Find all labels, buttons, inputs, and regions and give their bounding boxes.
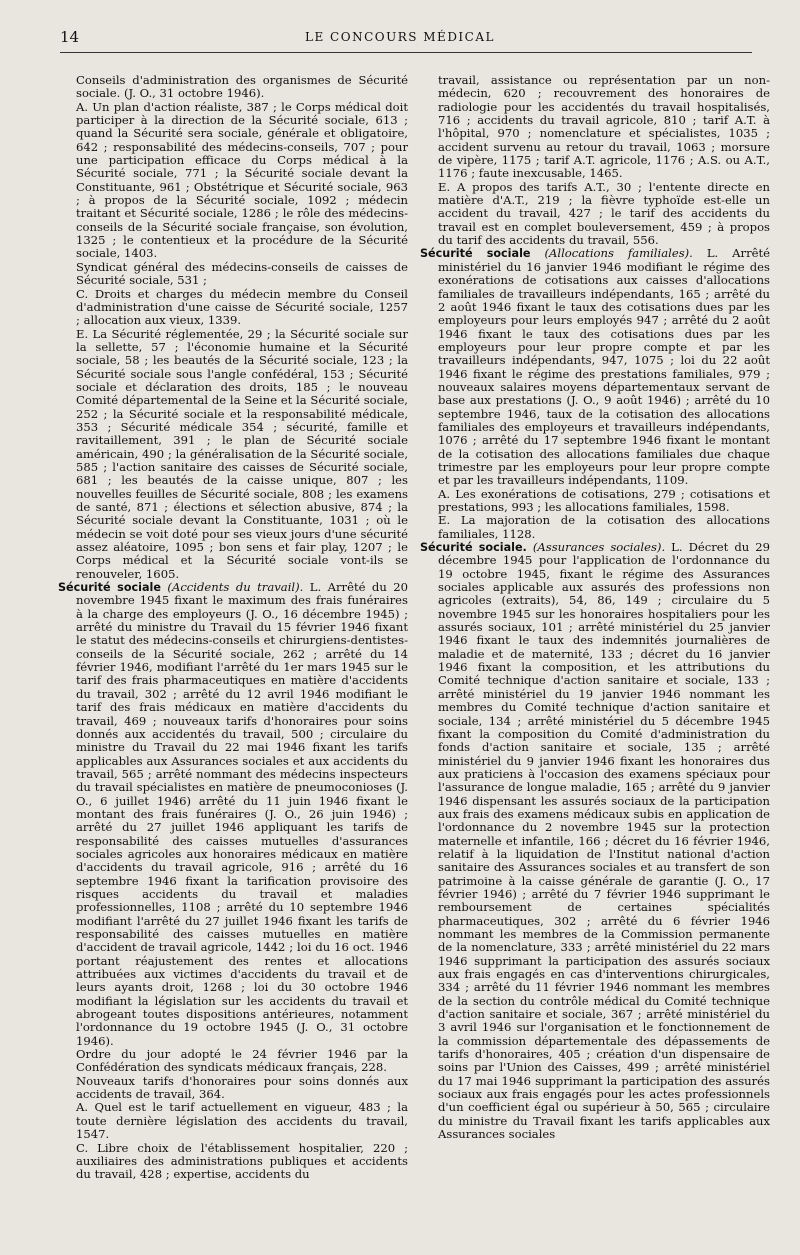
- running-head: [0, 28, 800, 50]
- index-columns: [0, 74, 800, 1249]
- journal-title: LE CONCOURS MÉDICAL: [305, 30, 495, 44]
- index-heading-entry: [420, 541, 770, 1141]
- page-number: 14: [60, 28, 80, 46]
- section-body: L. Arrêté du 20 novembre 1945 fixant le maximum des frais funéraires à la charge des employeurs (J. O., 16 décembre 1945) ; arrêté du ministre du Travail du 15 février 1946 fixant le statut des médecins-conseils et chirurgiens-dentistes-conseils de la Sécurité sociale, 262 ; arrêté du 14 février 1946, modifiant l'arrêté du 1er mars 1945 sur le tarif des frais pharmaceutiques en matière d'accidents du travail, 302 ; arrêté du 12 avril 1946 modifiant le tarif des frais médicaux en matière d'accidents du travail, 469 ; nouveaux tarifs d'honoraires pour soins donnés aux accidentés du travail, 500 ; circulaire du ministre du Travail du 22 mai 1946 fixant les tarifs applicables aux Assurances sociales et aux accidents du travail, 565 ; arrêté nommant des médecins inspecteurs du travail spécialistes en matière de pneumoconioses (J. O., 6 juillet 1946) arrêté du 11 juin 1946 fixant le montant des frais funéraires (J. O., 26 juin 1946) ; arrêté du 27 juillet 1946 appliquant les tarifs de responsabilité des caisses mutuelles d'assurances sociales agricoles aux honoraires médicaux en matière d'accidents du travail agricole, 916 ; arrêté du 16 septembre 1946 fixant la tarification provisoire des risques accidents du travail et maladies professionnelles, 1108 ; arrêté du 10 septembre 1946 modifiant l'arrêté du 27 juillet 1946 fixant les tarifs de responsabilité des caisses mutuelles en matière d'accident de travail agricole, 1442 ; loi du 16 oct. 1946 portant réajustement des rentes et allocations attribuées aux victimes d'accidents du travail et de leurs ayants droit, 1268 ; loi du 30 octobre 1946 modifiant la législation sur les accidents du travail et abrogeant toutes dispositions antérieures, notamment l'ordonnance du 19 octobre 1945 (J. O., 31 octobre 1946).: [76, 580, 408, 1048]
- header-rule: [60, 52, 752, 53]
- index-heading-entry: [58, 581, 408, 1048]
- index-entry: C. Libre choix de l'établissement hospitalier, 220 ; auxiliaires des administrations publiques et accidents du travail, 428 ; expertise, accidents du: [76, 1140, 408, 1182]
- index-entry: Nouveaux tarifs d'honoraires pour soins donnés aux accidents de travail, 364.: [76, 1073, 408, 1102]
- section-subheading: (Assurances sociales).: [532, 540, 666, 555]
- section-heading: Sécurité sociale.: [420, 541, 527, 555]
- index-entry: Ordre du jour adopté le 24 février 1946 par la Confédération des syndicats médicaux français, 228.: [76, 1047, 408, 1075]
- right-column: [420, 74, 770, 1142]
- index-entry: A. Un plan d'action réaliste, 387 ; le Corps médical doit participer à la direction de la Sécurité sociale, 613 ; quand la Sécurité sera sociale, générale et obligatoire, 642 ; responsabilité des médecins-conseils, 707 ; pour une participation efficace du Corps médical à la Sécurité sociale, 771 ; la Sécurité sociale devant la Constituante, 961 ; Obstétrique et Sécurité sociale, 963 ; à propos de la Sécurité sociale, 1092 ; médecin traitant et Sécurité sociale, 1286 ; le rôle des médecins-conseils de la Sécurité sociale française, son évolution, 1325 ; le contentieux et la procédure de la Sécurité sociale, 1403.: [76, 99, 408, 261]
- index-entry: A. Quel est le tarif actuellement en vigueur, 483 ; la toute dernière législation des accidents du travail, 1547.: [76, 1100, 408, 1142]
- index-entry: C. Droits et charges du médecin membre du Conseil d'administration d'une caisse de Sécurité sociale, 1257 ; allocation aux vieux, 1339.: [76, 286, 408, 328]
- section-subheading: (Allocations familiales).: [544, 246, 693, 261]
- left-column: [58, 74, 408, 1182]
- index-heading-entry: [420, 247, 770, 487]
- section-heading: Sécurité sociale: [420, 247, 531, 261]
- index-entry: E. La Sécurité réglementée, 29 ; la Sécurité sociale sur la sellette, 57 ; l'économie humaine et la Sécurité sociale, 58 ; les beautés de la Sécurité sociale, 123 ; la Sécurité sociale sous l'angle confédéral, 153 ; Sécurité sociale et déclaration des droits, 185 ; le nouveau Comité départemental de la Seine et la Sécurité sociale, 252 ; la Sécurité sociale et la responsabilité médicale, 353 ; Sécurité médicale 354 ; sécurité, famille et ravitaillement, 391 ; le plan de Sécurité sociale américain, 490 ; la généralisation de la Sécurité sociale, 585 ; l'action sanitaire des caisses de Sécurité sociale, 681 ; les beautés de la caisse unique, 807 ; les nouvelles feuilles de Sécurité sociale, 808 ; les examens de santé, 871 ; élections et sélection abusive, 874 ; la Sécurité sociale devant la Constituante, 1031 ; où le médecin se voit doté pour ses vieux jours d'une sécurité assez aléatoire, 1095 ; bon sens et fair play, 1207 ; le Corps médical et la Sécurité sociale vont-ils se renouveler, 1605.: [76, 326, 408, 581]
- section-body: L. Arrêté ministériel du 16 janvier 1946 modifiant le régime des exonérations de cotisations aux caisses d'allocations familiales de travailleurs indépendants, 165 ; arrêté du 2 août 1946 fixant le taux des cotisations dues par les employeurs pour leurs employés 947 ; arrêté du 2 août 1946 fixant le taux des cotisations dues par les employeurs pour leur propre compte et par les travailleurs indépendants, 947, 1075 ; loi du 22 août 1946 fixant le régime des prestations familiales, 979 ; nouveaux salaires moyens départementaux servant de base aux prestations (J. O., 9 août 1946) ; arrêté du 10 septembre 1946, taux de la cotisation des allocations familiales des employeurs et travailleurs indépendants, 1076 ; arrêté du 17 septembre 1946 fixant le montant de la cotisation des allocations familiales due chaque trimestre par les employeurs pour leur propre compte et par les travailleurs indépendants, 1109.: [438, 246, 771, 488]
- index-entry: travail, assistance ou représentation par un non-médecin, 620 ; recouvrement des honoraires de radiologie pour les accidentés du travail hospitalisés, 716 ; accidents du travail agricole, 810 ; tarif A.T. à l'hôpital, 970 ; nomenclature et spécialistes, 1035 ; accident survenu au retour du travail, 1063 ; morsure de vipère, 1175 ; tarif A.T. agricole, 1176 ; A.S. ou A.T., 1176 ; faute inexcusable, 1465.: [438, 73, 770, 181]
- index-entry: Syndicat général des médecins-conseils de caisses de Sécurité sociale, 531 ;: [76, 259, 408, 288]
- index-entry: A. Les exonérations de cotisations, 279 ; cotisations et prestations, 993 ; les allocations familiales, 1598.: [438, 486, 770, 514]
- section-body: L. Décret du 29 décembre 1945 pour l'application de l'ordonnance du 19 octobre 1945, fixant le régime des Assurances sociales applicable aux assurés des professions non agricoles (extraits), 54, 86, 149 ; circulaire du 5 novembre 1945 sur les honoraires hospitaliers pour les assurés sociaux, 101 ; arrêté ministériel du 25 janvier 1946 fixant le taux des indemnités journalières de maladie et de maternité, 133 ; décret du 16 janvier 1946 fixant la composition, et les attributions du Comité technique d'action sanitaire et sociale, 133 ; arrêté ministériel du 19 janvier 1946 nommant les membres du Comité technique d'action sanitaire et sociale, 134 ; arrêté ministériel du 5 décembre 1945 fixant la composition du Comité d'administration du fonds d'action sanitaire et sociale, 135 ; arrêté ministériel du 9 janvier 1946 fixant les honoraires dus aux praticiens à l'occasion des examens spéciaux pour l'assurance de longue maladie, 165 ; arrêté du 9 janvier 1946 dispensant les assurés sociaux de la participation aux frais des examens médicaux subis en application de l'ordonnance du 2 novembre 1945 sur la protection maternelle et infantile, 166 ; décret du 16 février 1946, relatif à la liquidation de l'Institut national d'action sanitaire des Assurances sociales et au transfert de son patrimoine à la caisse générale de garantie (J. O., 17 février 1946) ; arrêté du 7 février 1946 supprimant le remboursement de certaines spécialités pharmaceutiques, 302 ; arrêté du 6 février 1946 nommant les membres de la Commission permanente de la nomenclature, 333 ; arrêté ministériel du 22 mars 1946 supprimant la participation des assurés sociaux aux frais engagés en cas d'interventions chirurgicales, 334 ; arrêté du 11 février 1946 nommant les membres de la section du contrôle médical du Comité technique d'action sanitaire et sociale, 367 ; arrêté ministériel du 3 avril 1946 sur l'organisation et le fonctionnement de la commission départementale des dépassements de tarifs d'honoraires, 405 ; création d'un dispensaire de soins par l'Union des Caisses, 499 ; arrêté ministériel du 17 mai 1946 supprimant la participation des assurés sociaux aux frais engagés pour les actes professionnels d'un coefficient égal ou supérieur à 50, 565 ; circulaire du ministre du Travail fixant les tarifs applicables aux Assurances sociales: [438, 540, 770, 1142]
- index-entry: Conseils d'administration des organismes de Sécurité sociale. (J. O., 31 octobre 1946).: [76, 73, 408, 101]
- index-entry: E. La majoration de la cotisation des allocations familiales, 1128.: [438, 513, 770, 541]
- index-entry: E. A propos des tarifs A.T., 30 ; l'entente directe en matière d'A.T., 219 ; la fièvre typhoïde est-elle un accident du travail, 427 ; le tarif des accidents du travail est en complet bouleversement, 459 ; à propos du tarif des accidents du travail, 556.: [438, 179, 770, 248]
- section-subheading: (Accidents du travail).: [167, 580, 304, 595]
- section-heading: Sécurité sociale: [58, 581, 161, 595]
